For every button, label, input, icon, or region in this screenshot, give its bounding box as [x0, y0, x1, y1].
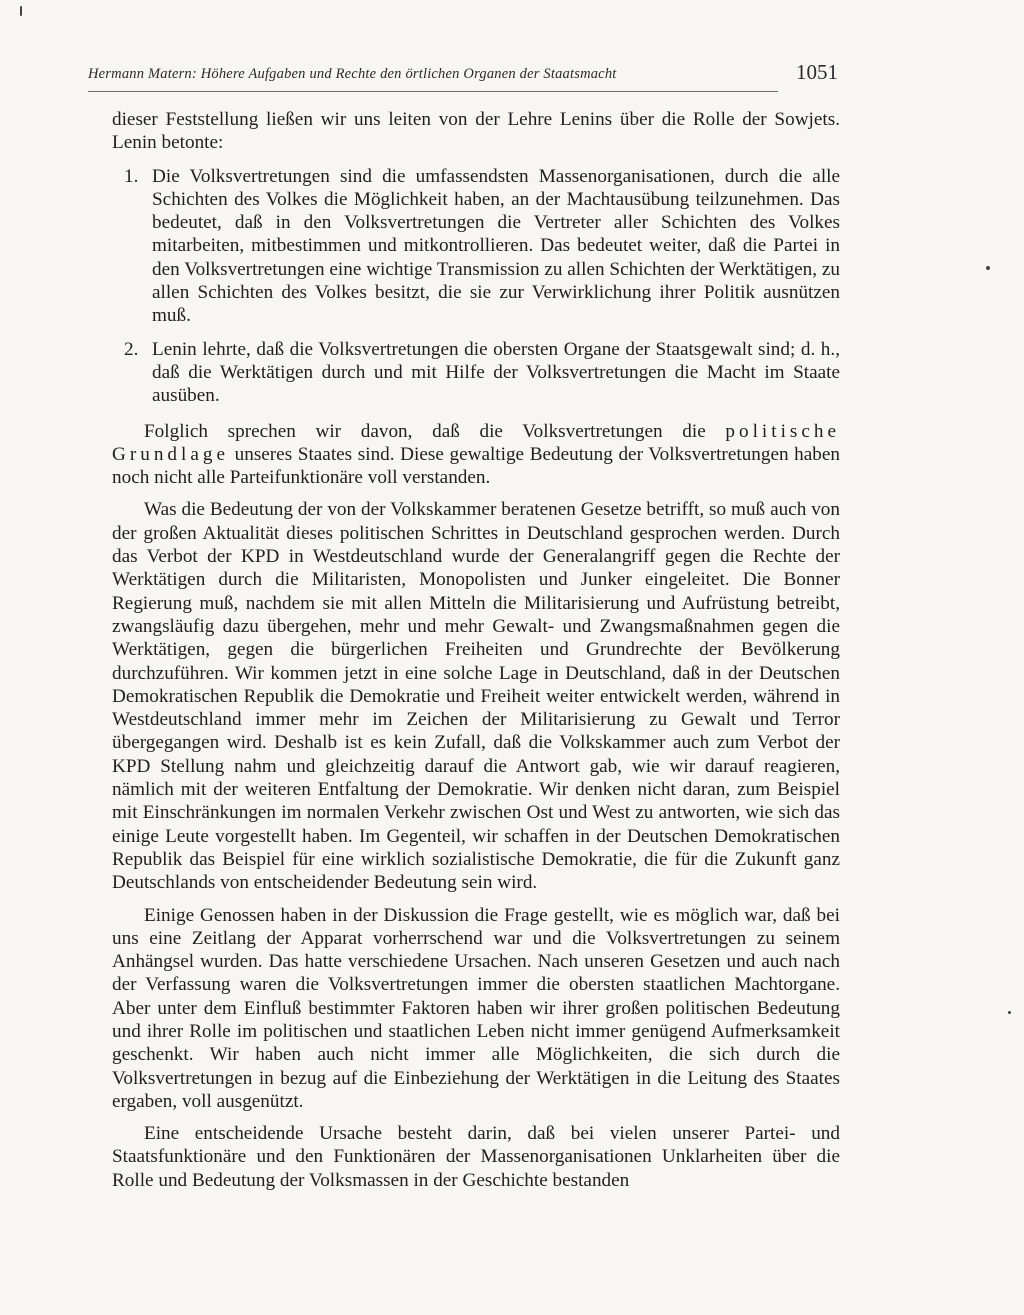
page-number: 1051 [796, 60, 838, 84]
list-number: 1. [124, 165, 139, 187]
paragraph-legislation: Was die Bedeutung der von der Volkskammer beratenen Gesetze betrifft, so muß auch von der großen Aktualität dieses politischen Schrittes in Deutschland gesprochen werden. Durch das Verbot der KPD in Westdeutschland wurde der Generalangriff gegen die Rechte der Werktätigen durch die Militaristen, Monopolisten und Junker eingeleitet. Die Bonner Regierung muß, nachdem sie mit allen Mitteln die Militarisierung und Aufrüstung betreibt, zwangsläufig dazu übergehen, mehr und mehr Gewalt- und Zwangsmaßnahmen gegen die Werktätigen, gegen die bürgerlichen Freiheiten und Grundrechte der Bevölkerung durchzuführen. Wir kommen jetzt in eine solche Lage in Deutschland, daß in der Deutschen Demokratischen Republik die Demokratie und Freiheit weiter entwickelt werden, während in Westdeutschland immer mehr im Zeichen der Militarisierung zu Gewalt und Terror übergegangen wird. Deshalb ist es kein Zufall, daß die Volkskammer auch zum Verbot der KPD Stellung nahm und gleichzeitig darauf die Antwort gab, wie wir darauf reagieren, nämlich mit der weiteren Entfaltung der Demokratie. Wir denken nicht daran, zum Beispiel mit Einschränkungen im normalen Verkehr zwischen Ost und West zu antworten, wie sich das einige Leute vorgestellt haben. Im Gegenteil, wir schaffen in der Deutschen Demokratischen Republik das Beispiel für eine wirklich sozialistische Demokratie, die für die Zukunft ganz Deutschlands von entscheidender Bedeutung sein wird. [112, 499, 840, 894]
paragraph-apparatus: Einige Genossen haben in der Diskussion die Frage gestellt, wie es möglich war, daß bei uns eine Zeitlang der Apparat vorherrschend war und die Volksvertretungen zu seinem Anhängsel wurden. Das hatte verschiedene Ursachen. Nach unseren Gesetzen und auch nach der Verfassung waren die Volksvertretungen immer die obersten staatlichen Machtorgane. Aber unter dem Einfluß bestimmter Faktoren haben wir ihrer großen politischen Bedeutung und ihrer Rolle im politischen und staatlichen Leben nicht immer genügend Aufmerksamkeit geschenkt. Wir haben auch nicht immer alle Möglichkeiten, die sich durch die Volksvertretungen in bezug auf die Einbeziehung der Werktätigen in die Leitung des Staates ergaben, voll ausgenützt. [112, 904, 840, 1112]
scan-speck [986, 266, 990, 270]
paragraph-political-basis [112, 420, 840, 490]
page-header [88, 58, 848, 88]
scan-speck [1008, 1011, 1011, 1014]
running-head: Hermann Matern: Höhere Aufgaben und Rechte den örtlichen Organen der Staatsmacht [88, 66, 617, 82]
list-item-text: Lenin lehrte, daß die Volksvertretungen die obersten Organe der Staatsgewalt sind; d. h., daß die Werktätigen durch und mit Hilfe der Volksvertretungen die Macht im Staate ausüben. [152, 338, 840, 407]
body-text [112, 108, 840, 1201]
intro-paragraph: dieser Feststellung ließen wir uns leiten von der Lehre Lenins über die Rolle der Sowjets. Lenin betonte: [112, 109, 840, 154]
paragraph-cause: Eine entscheidende Ursache besteht darin, daß bei vielen unserer Partei- und Staatsfunktionäre und den Funktionären der Massenorganisationen Unklarheiten über die Rolle und Bedeutung der Volksmassen in der Geschichte bestanden [112, 1123, 840, 1191]
numbered-list [112, 165, 840, 408]
list-item [112, 165, 840, 328]
header-rule [88, 91, 778, 92]
paragraph-text: Folglich sprechen wir davon, daß die Volksvertretungen die [144, 420, 706, 442]
list-item [112, 338, 840, 408]
scan-speck [20, 6, 22, 16]
paragraph-text: unseres Staates sind. Diese gewaltige Bedeutung der Volksvertretungen haben noch nicht alle Parteifunktionäre voll verstanden. [112, 443, 840, 489]
list-item-text: Die Volksvertretungen sind die umfassendsten Massenorganisationen, durch die alle Schichten des Volkes die Möglichkeit haben, an der Machtausübung teilzunehmen. Das bedeutet, daß in den Volksvertretungen die Vertreter aller Schichten des Volkes mitarbeiten, mitbestimmen und mitkontrollieren. Das bedeutet weiter, daß die Partei in den Volksvertretungen eine wichtige Transmission zu allen Schichten der Werktätigen, zu allen Schichten des Volkes besitzt, die sie zur Verwirklichung ihrer Politik ausnützen muß. [152, 165, 840, 327]
list-number: 2. [124, 338, 139, 360]
emphasized-text: politische Grundlage [112, 420, 841, 465]
